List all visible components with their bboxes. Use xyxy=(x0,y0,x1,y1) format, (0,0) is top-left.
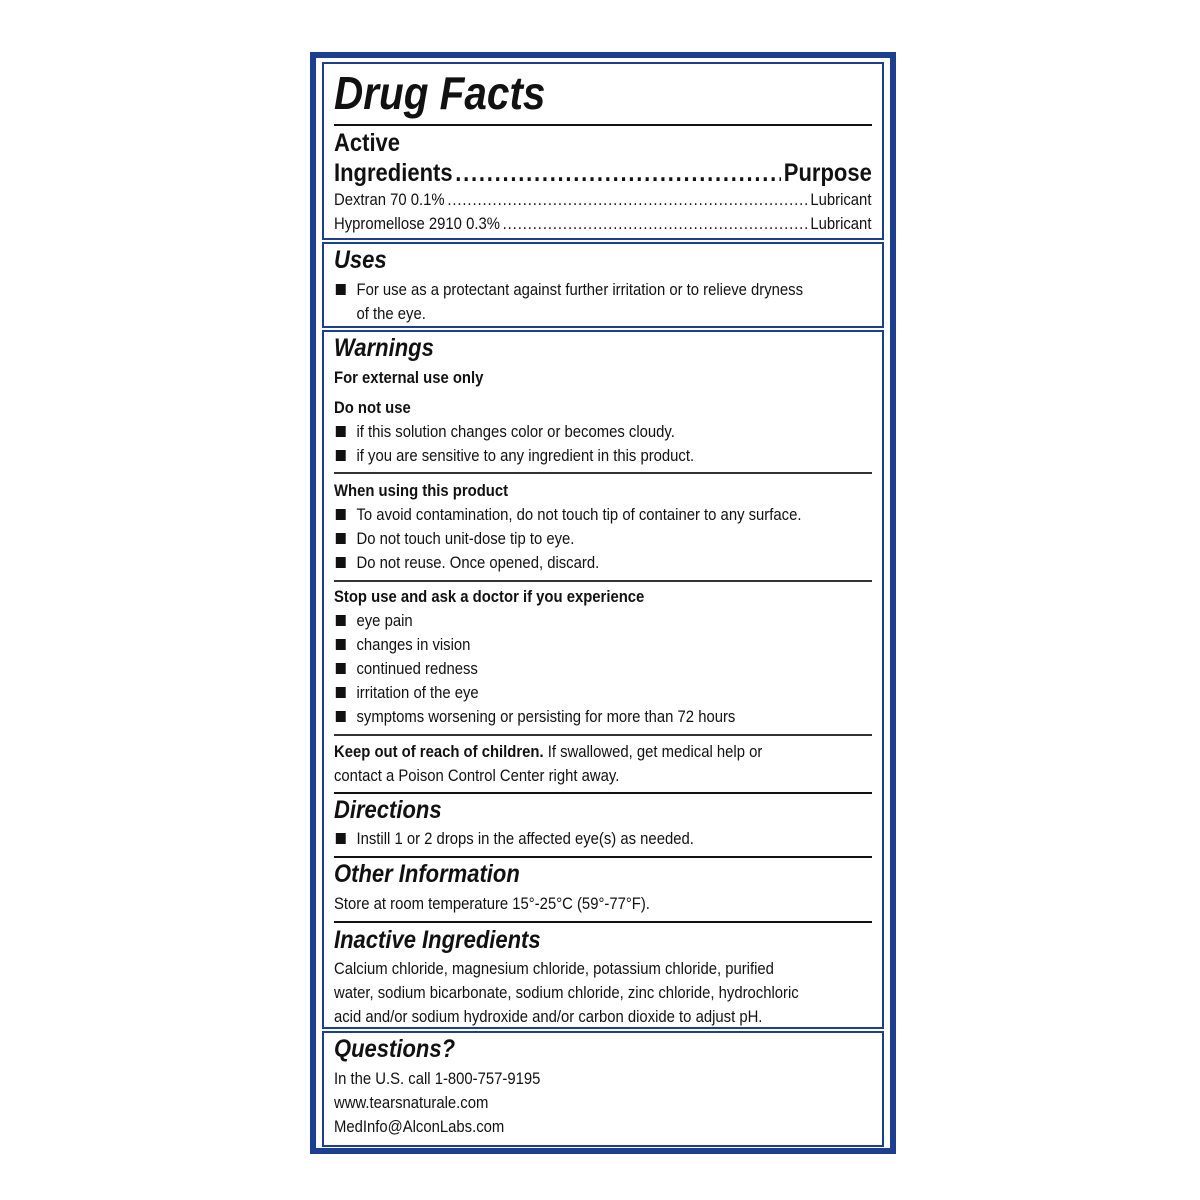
phone-line: In the U.S. call 1-800-757-9195 xyxy=(334,1070,541,1088)
bullet-square-icon xyxy=(336,450,346,461)
divider xyxy=(334,472,872,474)
directions-title: Directions xyxy=(334,796,442,824)
stop-use-heading: Stop use and ask a doctor if you experience xyxy=(334,588,645,606)
ingredients-heading: Ingredients xyxy=(334,159,453,187)
drug-facts-title: Drug Facts xyxy=(334,67,546,119)
other-info-title: Other Information xyxy=(334,860,520,888)
list-item xyxy=(334,633,871,657)
bullet-square-icon xyxy=(336,639,346,650)
list-item-text: if you are sensitive to any ingredient in this product. xyxy=(356,447,695,465)
list-item xyxy=(334,657,871,681)
divider xyxy=(334,580,872,582)
ingredients-purpose-header xyxy=(334,158,872,188)
ingredient-purpose: Lubricant xyxy=(810,215,872,233)
list-item-text: To avoid contamination, do not touch tip of container to any surface. xyxy=(356,506,802,524)
ingredient-row xyxy=(334,212,871,236)
do-not-use-heading: Do not use xyxy=(334,399,411,417)
list-item-text: irritation of the eye xyxy=(356,684,479,702)
other-info-text: Store at room temperature 15°-25°C (59°-77°F). xyxy=(334,895,650,913)
bullet-square-icon xyxy=(336,711,346,722)
keep-out-line1 xyxy=(334,740,871,764)
list-item xyxy=(334,444,871,468)
bullet-square-icon xyxy=(336,533,346,544)
list-item-text: if this solution changes color or becomes cloudy. xyxy=(356,423,675,441)
divider xyxy=(334,734,872,736)
ingredient-name: Hypromellose 2910 0.3% xyxy=(334,215,500,233)
uses-text-line2: of the eye. xyxy=(356,305,426,323)
leader-dots xyxy=(503,212,808,236)
bullet-square-icon xyxy=(336,687,346,698)
website-link[interactable]: www.tearsnaturale.com xyxy=(334,1094,489,1112)
list-item xyxy=(334,503,871,527)
keep-out-rest: If swallowed, get medical help or xyxy=(543,743,763,761)
list-item xyxy=(334,827,871,851)
keep-out-line2: contact a Poison Control Center right away. xyxy=(334,767,620,785)
bullet-square-icon xyxy=(336,615,346,626)
list-item xyxy=(334,609,871,633)
ingredient-purpose: Lubricant xyxy=(810,191,872,209)
divider xyxy=(334,792,872,794)
bullet-square-icon xyxy=(336,663,346,674)
leader-dots xyxy=(455,158,781,188)
list-item xyxy=(334,278,871,302)
active-heading: Active xyxy=(334,129,401,157)
inactive-line: Calcium chloride, magnesium chloride, potassium chloride, purified xyxy=(334,960,774,978)
list-item-text: Do not reuse. Once opened, discard. xyxy=(356,554,600,572)
bullet-square-icon xyxy=(336,509,346,520)
list-item xyxy=(334,681,871,705)
email-link[interactable]: MedInfo@AlconLabs.com xyxy=(334,1118,505,1136)
warnings-title: Warnings xyxy=(334,334,434,362)
questions-panel xyxy=(322,1031,884,1147)
list-item xyxy=(334,551,871,575)
list-item-text: Do not touch unit-dose tip to eye. xyxy=(356,530,575,548)
when-using-heading: When using this product xyxy=(334,482,509,500)
list-item-text: Instill 1 or 2 drops in the affected eye(s) as needed. xyxy=(356,830,694,848)
ingredient-row xyxy=(334,188,871,212)
list-item-text: continued redness xyxy=(356,660,478,678)
divider xyxy=(334,856,872,858)
uses-text-line1: For use as a protectant against further irritation or to relieve dryness xyxy=(356,281,804,299)
inactive-line: acid and/or sodium hydroxide and/or carbon dioxide to adjust pH. xyxy=(334,1008,763,1026)
list-item xyxy=(334,420,871,444)
bullet-square-icon xyxy=(336,833,346,844)
bullet-square-icon xyxy=(336,426,346,437)
list-item xyxy=(334,527,871,551)
leader-dots xyxy=(447,188,807,212)
ingredient-name: Dextran 70 0.1% xyxy=(334,191,445,209)
external-use-notice: For external use only xyxy=(334,369,484,387)
bullet-square-icon xyxy=(336,284,346,295)
divider xyxy=(334,921,872,923)
list-item-text: changes in vision xyxy=(356,636,471,654)
uses-title: Uses xyxy=(334,246,387,274)
inactive-ingredients-title: Inactive Ingredients xyxy=(334,926,541,954)
keep-out-bold: Keep out of reach of children. xyxy=(334,743,544,761)
inactive-line: water, sodium bicarbonate, sodium chloride, zinc chloride, hydrochloric xyxy=(334,984,799,1002)
drug-facts-label xyxy=(310,52,896,1154)
warnings-panel xyxy=(322,330,884,1029)
active-ingredients-panel xyxy=(322,62,884,240)
purpose-heading: Purpose xyxy=(783,159,872,187)
questions-title: Questions? xyxy=(334,1035,456,1063)
list-item xyxy=(334,705,871,729)
uses-panel xyxy=(322,242,884,328)
bullet-square-icon xyxy=(336,557,346,568)
divider xyxy=(334,124,872,126)
list-item-text: eye pain xyxy=(356,612,413,630)
list-item-text: symptoms worsening or persisting for more than 72 hours xyxy=(356,708,736,726)
